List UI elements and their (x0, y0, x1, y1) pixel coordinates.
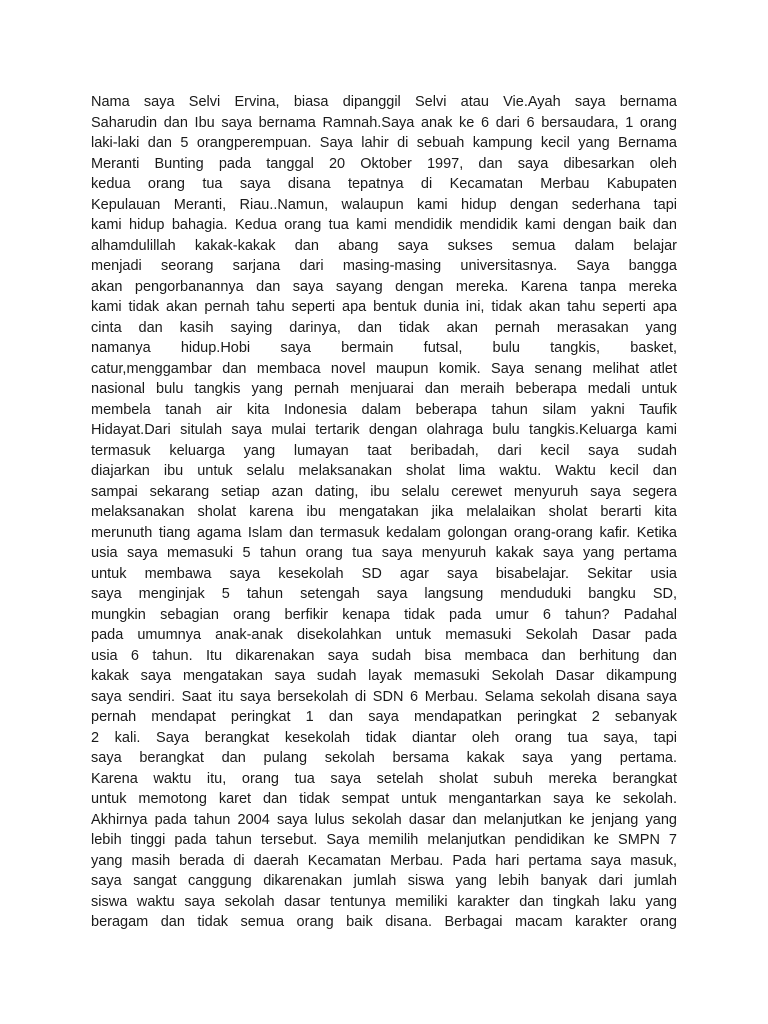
text-line: Hidayat.Dari situlah saya mulai tertarik dengan olahraga bulu tangkis.Keluarga kami (91, 422, 677, 438)
text-line: sampai sekarang setiap azan dating, ibu selalu cerewet menyuruh saya segera (91, 483, 677, 500)
text-line: pada umumnya anak-anak disekolahkan untuk memasuki Sekolah Dasar pada (91, 627, 677, 643)
text-line: catur,menggambar dan membaca novel maupun komik. Saya senang melihat atlet (91, 360, 677, 377)
text-line: laki-laki dan 5 orangperempuan. Saya lahir di sebuah kampung kecil yang Bernama (91, 135, 677, 151)
text-line: termasuk keluarga yang lumayan taat beribadah, dari kecil saya sudah (91, 442, 677, 459)
text-line: kami tidak akan pernah tahu seperti apa bentuk dunia ini, tidak akan tahu seperti apa (91, 299, 677, 315)
text-line: namanya hidup.Hobi saya bermain futsal, bulu tangkis, basket, (91, 340, 677, 356)
text-line: usia 6 tahun. Itu dikarenakan saya sudah bisa membaca dan berhitung dan (91, 647, 677, 664)
text-line: 2 kali. Saya berangkat kesekolah tidak diantar oleh orang tua saya, tapi (91, 729, 677, 746)
text-line: diajarkan ibu untuk selalu melaksanakan sholat lima waktu. Waktu kecil dan (91, 463, 677, 479)
text-line: yang masih berada di daerah Kecamatan Merbau. Pada hari pertama saya masuk, (91, 852, 677, 869)
text-line: nasional bulu tangkis yang pernah menjuarai dan meraih beberapa medali untuk (91, 381, 677, 397)
text-line: Meranti Bunting pada tanggal 20 Oktober 1997, dan saya dibesarkan oleh (91, 155, 677, 172)
text-line: alhamdulillah kakak-kakak dan abang saya sukses semua dalam belajar (91, 237, 677, 254)
text-line: saya sendiri. Saat itu saya bersekolah di SDN 6 Merbau. Selama sekolah disana saya (91, 688, 677, 705)
text-line: untuk membawa saya kesekolah SD agar saya bisabelajar. Sekitar usia (91, 565, 677, 582)
text-line: saya sangat canggung dikarenakan jumlah siswa yang lebih banyak dari jumlah (91, 873, 677, 889)
text-line: akan pengorbanannya dan saya sayang dengan mereka. Karena tanpa mereka (91, 278, 677, 295)
text-line: pernah mendapat peringkat 1 dan saya mendapatkan peringkat 2 sebanyak (91, 709, 677, 725)
text-line: Akhirnya pada tahun 2004 saya lulus sekolah dasar dan melanjutkan ke jenjang yang (91, 811, 677, 828)
text-line: mungkin sebagian orang berfikir kenapa tidak pada umur 6 tahun? Padahal (91, 606, 677, 623)
text-line: Karena waktu itu, orang tua saya setelah sholat subuh mereka berangkat (91, 770, 677, 787)
text-line: lebih tinggi pada tahun tersebut. Saya memilih melanjutkan pendidikan ke SMPN 7 (91, 832, 677, 848)
text-line: cinta dan kasih saying darinya, dan tidak akan pernah merasakan yang (91, 319, 677, 336)
body-text (91, 92, 677, 933)
text-line: merunuth tiang agama Islam dan termasuk kedalam golongan orang-orang kafir. Ketika (91, 524, 677, 541)
text-line: kedua orang tua saya disana tepatnya di Kecamatan Merbau Kabupaten (91, 176, 677, 192)
text-line: saya berangkat dan pulang sekolah bersama kakak saya yang pertama. (91, 750, 677, 766)
text-line: siswa waktu saya sekolah dasar tentunya memiliki karakter dan tingkah laku yang (91, 893, 677, 910)
text-line: Saharudin dan Ibu saya bernama Ramnah.Saya anak ke 6 dari 6 bersaudara, 1 orang (91, 114, 677, 131)
text-line: beragam dan tidak semua orang baik disana. Berbagai macam karakter orang (91, 914, 677, 930)
text-line: usia saya memasuki 5 tahun orang tua saya menyuruh kakak saya yang pertama (91, 545, 677, 561)
text-line: kakak saya mengatakan saya sudah layak memasuki Sekolah Dasar dikampung (91, 668, 677, 684)
text-line: menjadi seorang sarjana dari masing-masing universitasnya. Saya bangga (91, 258, 677, 274)
text-line: membela tanah air kita Indonesia dalam beberapa tahun silam yakni Taufik (91, 401, 677, 418)
text-line: saya menginjak 5 tahun setengah saya langsung menduduki bangku SD, (91, 586, 677, 602)
text-line: Kepulauan Meranti, Riau..Namun, walaupun kami hidup dengan sederhana tapi (91, 196, 677, 213)
text-line: kami hidup bahagia. Kedua orang tua kami mendidik mendidik kami dengan baik dan (91, 217, 677, 233)
text-line: untuk memotong karet dan tidak sempat untuk mengantarkan saya ke sekolah. (91, 791, 677, 807)
text-line: Nama saya Selvi Ervina, biasa dipanggil Selvi atau Vie.Ayah saya bernama (91, 94, 677, 110)
text-line: melaksanakan sholat karena ibu mengatakan jika melalaikan sholat berarti kita (91, 504, 677, 520)
